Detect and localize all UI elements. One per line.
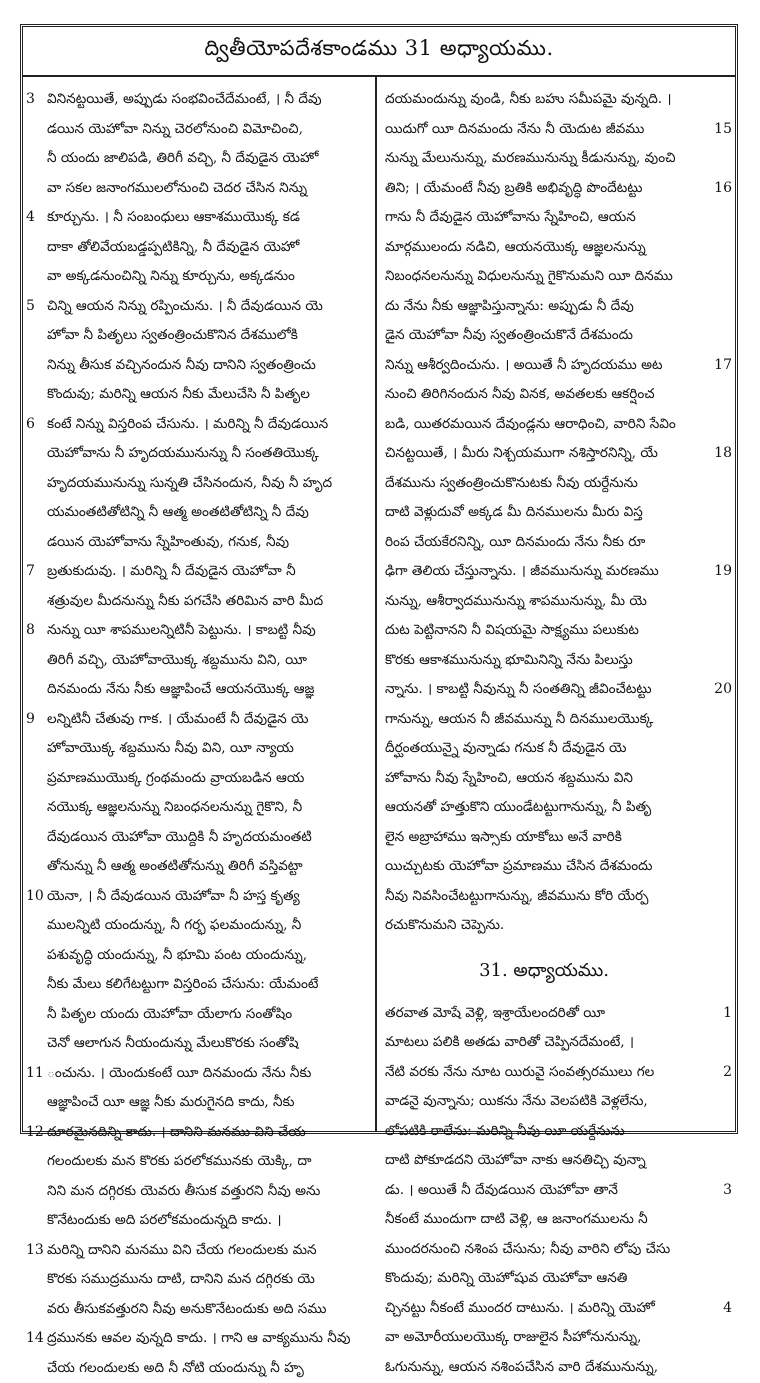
text-line [385,1087,703,1117]
text-line [47,1177,367,1207]
text-columns [23,75,735,1131]
text-line [385,587,703,617]
line-text: చెనో ఆలాగున నీయందున్ను మేలుకొరకు సంతోషి [47,1035,299,1051]
line-text: కొరకు సముద్రమును దాటి, దానిని మన దగ్గిరకు యె [47,1271,315,1287]
line-text: హోవాయొక్క శబ్దమును నీవు విని, యీ న్యాయ [47,740,294,756]
verse-number: 18 [714,439,732,469]
line-text: తరవాత మోషే వెళ్లి, ఇశ్రాయేలందరితో యీ [385,1005,605,1021]
line-text: శత్రువుల మీదనున్ను నీకు పగచేసి తరిమిన వారి మీద [47,593,323,609]
text-line [47,1029,367,1059]
line-text: చేయ గలందులకు అది నీ నోటి యందున్ను నీ హృ [47,1360,304,1376]
text-line [385,498,703,528]
line-text: ముందరనుంచి నశింప చేసును; నీవు వారిని లోపు చేసు [385,1241,670,1257]
line-text: కొందువు; మరిన్ని ఆయన నీకు మేలుచేసి నీ పితృల [47,386,310,402]
line-text: దాటి వెళ్లుదువో అక్కడ మీ దినములను మీరు విస్త [385,504,643,520]
text-line [385,852,703,882]
line-text: తిని; । యేమంటే నీవు బ్రతికి అభివృద్ధి పొందేటట్టు [385,180,642,196]
line-text: వరు తీసుకవత్తురని నీవు అనుకొనేటందుకు అది సము [47,1301,326,1317]
line-text: డు. । అయితే నీ దేవుడయిన యెహోవా తానే [385,1182,618,1198]
line-text: నిని మన దగ్గిరకు యెవరు తీసుక వత్తురని నీవు అను [47,1183,320,1199]
line-text: తోనున్ను నీ ఆత్మ అంతటితోనున్ను తిరిగీ వస్తివట్టా [47,858,303,874]
line-text: దాకా తోలివేయబడ్డప్పటికిన్ని, నీ దేవుడైన యెహో [47,239,299,255]
line-text: నున్ను, ఆశీర్వాదమునున్ను శాపమునున్ను, మీ యె [385,593,647,609]
line-text: డైన యెహోవా నీవు స్వతంత్రించుకొనే దేశమందు [385,327,633,343]
line-text: నిన్ను ఆశీర్వదించును. । అయితే నీ హృదయము అట [385,357,662,373]
line-text: ఆయనతో హత్తుకొని యుండేటట్టుగానున్ను, నీ పితృ [385,799,651,815]
text-line [385,144,703,174]
verse-number: 8 [26,616,35,646]
verse-number: 3 [26,85,35,115]
page-frame [20,24,738,1134]
text-line [385,262,703,292]
line-text: నయొక్క ఆజ్ఞలనున్ను నిబంధనలనున్ను గైకొని, నీ [47,799,302,815]
text-line [47,587,367,617]
verse-number: 5 [26,292,35,322]
text-line [385,174,703,204]
text-line [47,852,367,882]
verse-number: 19 [714,557,732,587]
line-text: నిన్ను తీసుక వచ్చినందున నీవు దానిని స్వతంత్రించు [47,357,316,373]
line-text: మాటలు పలికి అతడు వారితో చెప్పినదేమంటే, । [385,1034,634,1050]
text-line [385,1323,703,1353]
line-text: డయిన యెహోవా నిన్ను చెరలోనుంచి విమోచించి, [47,121,303,137]
line-text: దీర్ఘంతయున్నై వున్నాడు గనుక నీ దేవుడైన యె [385,740,627,756]
line-text: వా అక్కడనుంచిన్ని నిన్ను కూర్చును, అక్కడనుం [47,268,295,284]
line-text: పశువృద్ధి యందున్ను, నీ భూమి పంట యందున్ను, [47,947,307,963]
line-text: యెహోవాను నీ హృదయమునున్ను నీ సంతతియొక్క [47,445,319,461]
right-column-top [385,85,703,941]
text-line [385,675,703,705]
text-line [47,262,367,292]
line-text: నేటి వరకు నేను నూట యిరువై సంవత్సరములు గల [385,1064,654,1080]
text-line [385,557,703,587]
left-column [23,75,377,1131]
text-line [385,1264,703,1294]
verse-number: 17 [714,351,732,381]
text-line [47,528,367,558]
line-text: నీవు నివసించేటట్టుగానున్ను, జీవమును కోరి యేర్ప [385,888,648,904]
text-line [47,970,367,1000]
text-line [47,380,367,410]
verse-number: 20 [714,675,732,705]
line-text: నున్ను యీ శాపములన్నిటినీ పెట్టును. । కాబట్టి నీవు [47,622,316,638]
line-text: ద్రమునకు ఆవల వున్నది కాదు. । గాని ఆ వాక్యమును నీవు [47,1330,350,1346]
line-text: వా అమోరీయులయొక్క రాజులైన సీహోనునున్ను, [385,1329,641,1345]
text-line [47,174,367,204]
text-line [47,616,367,646]
line-text: ఓగునున్ను, ఆయన నశింపచేసిన వారి దేశమునున్ను, [385,1359,658,1375]
line-text: కొరకు ఆకాశమునున్ను భూమినిన్ని నేను పిలుస్తు [385,652,633,668]
text-line [47,469,367,499]
text-line [385,321,703,351]
text-line [47,1354,367,1383]
text-line [385,85,703,115]
line-text: నీ పితృల యందు యెహోవా యేలాగు సంతోషిం [47,1006,292,1022]
text-line [385,1146,703,1176]
text-line [385,1058,703,1088]
text-line [385,882,703,912]
text-line [385,911,703,941]
line-text: ంచును. । యెందుకంటే యీ దినమందు నేను నీకు [47,1065,311,1081]
line-text: బ్రతుకుదువు. । మరిన్ని నీ దేవుడైన యెహోవా నీ [47,563,296,579]
right-column [377,75,735,1131]
line-text: లోపటికి రాలేను: మరిన్ని నీవు యీ యర్దేనును [385,1123,625,1139]
line-text: ఆజ్ఞాపించే యీ ఆజ్ఞ నీకు మరుగైనది కాదు, నీకు [47,1094,294,1110]
text-line [47,1236,367,1266]
text-line [385,410,703,440]
text-line [47,764,367,794]
text-line [385,115,703,145]
line-text: గలందులకు మన కొరకు పరలోకమునకు యెక్కి, దా [47,1153,311,1169]
text-line [47,321,367,351]
line-text: దయమందున్ను వుండి, నీకు బహు సమీపమై వున్నది. । [385,91,672,107]
text-line [385,705,703,735]
line-text: లైన అబ్రాహాము ఇస్సాకు యాకోబు అనే వారికి [385,829,622,845]
line-text: గాను నీ దేవుడైన యెహోవాను స్నేహించి, ఆయన [385,209,636,225]
line-text: వినినట్టయితే, అప్పుడు సంభవించేదేమంటే, । నీ దేవు [47,91,322,107]
verse-number: 16 [714,174,732,204]
text-line [47,1000,367,1030]
text-line [385,1117,703,1147]
line-text: ములన్నిటి యందున్ను, నీ గర్భ ఫలమందున్ను, నీ [47,917,301,933]
text-line [47,233,367,263]
line-text: హోవాను నీవు స్నేహించి, ఆయన శబ్దమును విని [385,770,633,786]
text-line [47,144,367,174]
line-text: కూర్చును. । నీ సంబంధులు ఆకాశముయొక్క కడ [47,209,300,225]
text-line [47,1118,367,1148]
text-line [385,1294,703,1324]
line-text: కొనేటందుకు అది పరలోకమందున్నది కాదు. । [47,1212,281,1228]
line-text: లన్నిటినీ చేతువు గాక. । యేమంటే నీ దేవుడైన యె [47,711,309,727]
line-text: డయిన యెహోవాను స్నేహింతువు, గనుక, నీవు [47,534,289,550]
text-line [47,793,367,823]
verse-number: 11 [26,1059,44,1089]
text-line [47,292,367,322]
line-text: తిరిగీ వచ్చి, యెహోవాయొక్క శబ్దమును విని, యీ [47,652,307,668]
line-text: చినట్టయితే, । మీరు నిశ్చయముగా నశిస్తారనిన్ని, యే [385,445,658,461]
text-line [385,1205,703,1235]
line-text: చ్చినట్టు నీకంటే ముందర దాటును. । మరిన్ని యెహో [385,1300,655,1316]
text-line [47,498,367,528]
text-line [47,85,367,115]
text-line [47,203,367,233]
line-text: నీ యందు జాలిపడి, తిరిగీ వచ్చి, నీ దేవుడైన యెహో [47,150,318,166]
text-line [385,999,703,1029]
text-line [47,941,367,971]
text-line [385,1235,703,1265]
line-text: చిన్ని ఆయన నిన్ను రప్పించును. । నీ దేవుడయిన యె [47,298,323,314]
line-text: యమంతటితోటిన్ని నీ ఆత్మ అంతటితోటిన్ని నీ దేవు [47,504,309,520]
text-line [47,705,367,735]
text-line [47,911,367,941]
line-text: దూరమైనదిన్ని కాదు. । దానిని మనము విని చేయ [47,1124,306,1140]
line-text: నీకు మేలు కలిగేటట్టుగా విస్తరింప చేసును: యేమంటే [47,976,318,992]
line-text: నుంచి తిరిగినందున నీవు వినక, అవతలకు ఆకర్షించ [385,386,655,402]
page-title: ద్వితీయోపదేశకాండము 31 అధ్యాయము. [204,36,553,66]
line-text: నిబంధనలనున్ను విధులనున్ను గైకొనుమని యీ దినము [385,268,673,284]
text-line [47,823,367,853]
verse-number: 9 [26,705,35,735]
text-line [47,646,367,676]
text-line [47,675,367,705]
verse-number: 4 [26,203,35,233]
text-line [47,410,367,440]
line-text: యిదుగో యీ దినమందు నేను నీ యెదుట జీవము [385,121,644,137]
line-text: మరిన్ని దానిని మనము విని చేయ గలందులకు మన [47,1242,317,1258]
text-line [47,882,367,912]
line-text: రచుకొనుమని చెప్పెను. [385,917,504,933]
line-text: హృదయమునున్ను సున్నతి చేసినందున, నీవు నీ హృద [47,475,332,491]
verse-number: 6 [26,410,35,440]
text-line [385,469,703,499]
line-text: వా సకల జనాంగములలోనుంచి చెదర చేసిన నిన్ను [47,180,307,196]
verse-number: 10 [26,882,44,912]
line-text: యిచ్చుటకు యెహోవా ప్రమాణము చేసిన దేశమందు [385,858,652,874]
line-text: న్నాను. । కాబట్టి నీవున్ను నీ సంతతిన్ని జీవించేటట్టు [385,681,652,697]
text-line [385,1028,703,1058]
line-text: యెనా, । నీ దేవుడయిన యెహోవా నీ హస్త కృత్య [47,888,300,904]
text-line [385,233,703,263]
text-line [47,557,367,587]
line-text: ప్రమాణముయొక్క గ్రంథమందు వ్రాయబడిన ఆయ [47,770,304,786]
right-column-bottom [385,999,703,1383]
text-line [47,115,367,145]
line-text: దేవుడయిన యెహోవా యొద్దికి నీ హృదయమంతటి [47,829,312,845]
line-text: బడి, యితరమయిన దేవుండ్లను ఆరాధించి, వారిని సేవిం [385,416,676,432]
line-text: దాటి పోకూడదని యెహోవా నాకు ఆనతిచ్చి వున్నా [385,1152,646,1168]
verse-number: 2 [723,1058,732,1088]
line-text: నున్ను మేలునున్ను, మరణమునున్ను కీడునున్ను, వుంచి [385,150,676,166]
text-line [47,1147,367,1177]
text-line [385,203,703,233]
text-line [47,1088,367,1118]
text-line [47,1324,367,1354]
text-line [47,1059,367,1089]
verse-number: 1 [723,999,732,1029]
verse-number: 13 [26,1236,44,1266]
text-line [47,351,367,381]
verse-number: 14 [26,1324,44,1354]
text-line [385,528,703,558]
text-line [385,351,703,381]
line-text: దుట పెట్టినానని నీ విషయమై సాక్ష్యము పలుకుట [385,622,639,638]
line-text: గానున్ను, ఆయన నీ జీవమున్ను నీ దినములయొక్క [385,711,653,727]
text-line [385,1176,703,1206]
line-text: నీకంటే ముందుగా దాటి వెళ్లి, ఆ జనాంగములను నీ [385,1211,648,1227]
line-text: ఢిగా తెలియ చేస్తున్నాను. । జీవమునున్ను మరణము [385,563,659,579]
line-text: కంటే నిన్ను విస్తరింప చేసును. । మరిన్ని నీ దేవుడయిన [47,416,328,432]
text-line [385,292,703,322]
page-header [23,27,735,77]
line-text: రింప చేయకేరనిన్ని, యీ దినమందు నేను నీకు రూ [385,534,645,550]
text-line [385,793,703,823]
text-line [385,823,703,853]
text-line [47,1206,367,1236]
chapter-heading: 31. అధ్యాయము. [385,949,703,993]
verse-number: 7 [26,557,35,587]
text-line [385,616,703,646]
verse-number: 12 [26,1118,44,1148]
text-line [47,1295,367,1325]
verse-number: 15 [714,115,732,145]
line-text: దు నేను నీకు ఆజ్ఞాపిస్తున్నాను: అప్పుడు నీ దేవు [385,298,634,314]
line-text: దేశమును స్వతంత్రించుకొనుటకు నీవు యర్దేనును [385,475,638,491]
text-line [385,380,703,410]
text-line [47,734,367,764]
line-text: కొందువు; మరిన్ని యెహోషువ యెహోవా ఆనతి [385,1270,627,1286]
text-line [385,439,703,469]
line-text: వాడనై వున్నాను; యికను నేను వెలపటికి వెళ్లలేను, [385,1093,648,1109]
text-line [47,439,367,469]
text-line [385,764,703,794]
text-line [385,734,703,764]
verse-number: 3 [723,1176,732,1206]
text-line [385,1353,703,1383]
line-text: హోవా నీ పితృలు స్వతంత్రించుకొనిన దేశములోకి [47,327,298,343]
text-line [385,646,703,676]
verse-number: 4 [723,1294,732,1324]
line-text: దినమందు నేను నీకు ఆజ్ఞాపించే ఆయనయొక్క ఆజ్ఞ [47,681,315,697]
text-line [47,1265,367,1295]
line-text: మార్గములందు నడిచి, ఆయనయొక్క ఆజ్ఞలనున్ను [385,239,646,255]
